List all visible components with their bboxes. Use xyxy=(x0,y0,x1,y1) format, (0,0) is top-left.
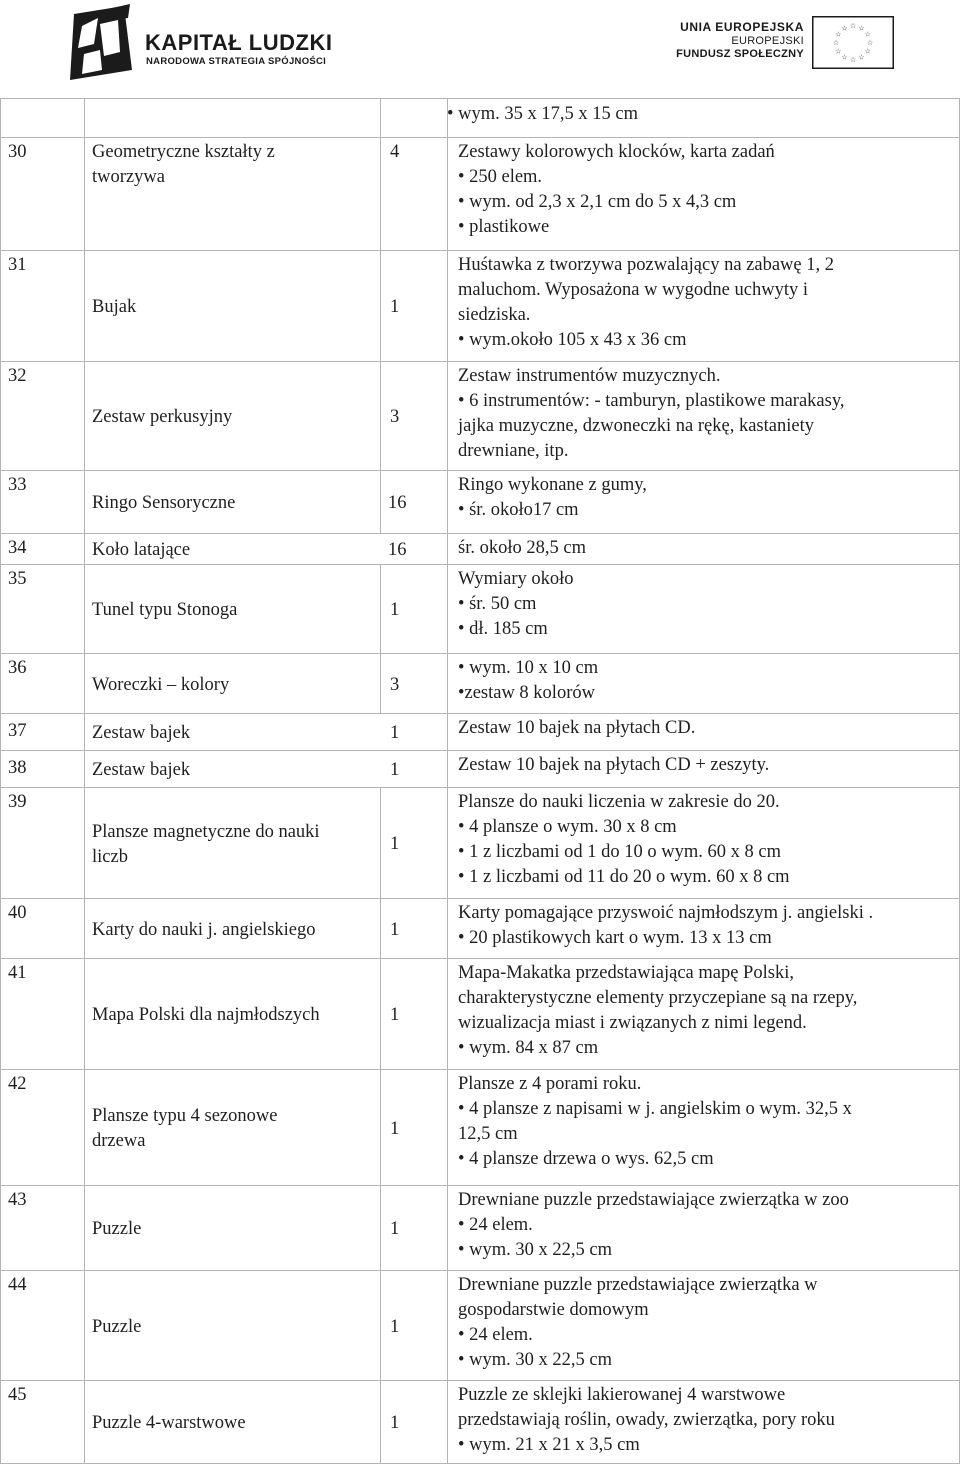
product-quantity: 1 xyxy=(390,723,400,743)
row-number: 34 xyxy=(8,538,27,558)
product-description-line: Zestaw instrumentów muzycznych. xyxy=(458,366,721,386)
product-description-line: • 4 plansze o wym. 30 x 8 cm xyxy=(458,817,677,837)
product-description-line: • wym.około 105 x 43 x 36 cm xyxy=(458,330,687,350)
product-description-line: Mapa-Makatka przedstawiająca mapę Polski, xyxy=(458,963,794,983)
product-description-line: • 20 plastikowych kart o wym. 13 x 13 cm xyxy=(458,928,772,948)
product-description-line: Karty pomagające przyswoić najmłodszym j. angielski . xyxy=(458,903,874,923)
row-number: 43 xyxy=(8,1190,27,1210)
product-name: Woreczki – kolory xyxy=(92,674,230,695)
eu-star-icon: ☆ xyxy=(849,22,857,30)
product-description-line: • 4 plansze z napisami w j. angielskim o wym. 32,5 x xyxy=(458,1099,852,1119)
product-description-line: Zestaw 10 bajek na płytach CD. xyxy=(458,718,696,738)
product-quantity: 1 xyxy=(390,834,400,854)
product-description-line: •zestaw 8 kolorów xyxy=(458,683,595,703)
product-description-line: Huśtawka z tworzywa pozwalający na zabawę 1, 2 xyxy=(458,255,834,275)
product-description-line: • 1 z liczbami od 1 do 10 o wym. 60 x 8 cm xyxy=(458,842,781,862)
product-description-line: • wym. od 2,3 x 2,1 cm do 5 x 4,3 cm xyxy=(458,192,737,212)
row-number: 33 xyxy=(8,475,27,495)
product-description-line: Plansze do nauki liczenia w zakresie do 20. xyxy=(458,792,780,812)
product-description-line: Wymiary około xyxy=(458,569,574,589)
product-description-line: wizualizacja miast i związanych z nimi legend. xyxy=(458,1013,807,1033)
eu-label-line2: EUROPEJSKI xyxy=(731,35,804,47)
product-description-line: • 1 z liczbami od 11 do 20 o wym. 60 x 8 cm xyxy=(458,867,790,887)
product-name: Mapa Polski dla najmłodszych xyxy=(92,1005,320,1025)
product-quantity: 1 xyxy=(390,1316,400,1337)
product-quantity: 1 xyxy=(390,919,400,940)
eu-star-icon: ☆ xyxy=(864,30,871,39)
product-description-line: charakterystyczne elementy przyczepiane są na rzepy, xyxy=(458,988,858,1008)
kapital-ludzki-title: KAPITAŁ LUDZKI xyxy=(145,30,333,55)
row-number: 39 xyxy=(8,792,27,812)
product-description-line: Puzzle ze sklejki lakierowanej 4 warstwowe xyxy=(458,1385,786,1405)
eu-label-line3: FUNDUSZ SPOŁECZNY xyxy=(676,48,804,60)
product-quantity: 3 xyxy=(390,407,400,427)
product-name: Puzzle xyxy=(92,1316,142,1337)
row-number: 35 xyxy=(8,569,27,589)
product-quantity: 1 xyxy=(390,1413,400,1433)
product-description-line: 12,5 cm xyxy=(458,1124,518,1144)
product-description-line: • 250 elem. xyxy=(458,167,543,187)
kapital-ludzki-subtitle: NARODOWA STRATEGIA SPÓJNOŚCI xyxy=(146,56,327,67)
product-name: Geometryczne kształty z xyxy=(92,142,275,162)
row-number: 40 xyxy=(8,903,27,923)
eu-label xyxy=(672,20,804,61)
product-description-line: • śr. około17 cm xyxy=(458,500,579,520)
eu-star-icon: ☆ xyxy=(835,47,842,56)
product-description-line: śr. około 28,5 cm xyxy=(458,538,586,558)
row-number: 30 xyxy=(8,142,27,162)
product-description-line: gospodarstwie domowym xyxy=(458,1300,649,1320)
product-name: Plansze magnetyczne do nauki xyxy=(92,821,320,842)
product-name: Zestaw perkusyjny xyxy=(92,407,233,427)
product-description-line: • 6 instrumentów: - tamburyn, plastikowe marakasy, xyxy=(458,391,845,411)
eu-label-line1: UNIA EUROPEJSKA xyxy=(680,20,804,34)
product-quantity: 1 xyxy=(390,1005,400,1025)
product-name: Ringo Sensoryczne xyxy=(92,493,236,513)
eu-star-icon: ☆ xyxy=(841,24,848,33)
row-number: 44 xyxy=(8,1275,27,1295)
product-description-line: Ringo wykonane z gumy, xyxy=(458,475,647,495)
product-description-line: Drewniane puzzle przedstawiające zwierzątka w zoo xyxy=(458,1190,849,1210)
eu-star-icon: ☆ xyxy=(832,39,840,47)
product-quantity: 1 xyxy=(390,600,400,620)
eu-star-icon: ☆ xyxy=(841,53,848,62)
row-number: 31 xyxy=(8,255,27,275)
product-description-line: • 24 elem. xyxy=(458,1215,533,1235)
product-name: Zestaw bajek xyxy=(92,760,191,780)
product-description-line: • 4 plansze drzewa o wys. 62,5 cm xyxy=(458,1149,714,1169)
row-number: 38 xyxy=(8,758,27,778)
product-name: Puzzle 4-warstwowe xyxy=(92,1413,246,1433)
product-name: drzewa xyxy=(92,1131,146,1151)
product-description-line: • wym. 30 x 22,5 cm xyxy=(458,1240,612,1260)
product-description-line: Drewniane puzzle przedstawiające zwierzątka w xyxy=(458,1275,818,1295)
row-number: 41 xyxy=(8,963,27,983)
product-description-line: • wym. 21 x 21 x 3,5 cm xyxy=(458,1435,640,1455)
product-description-line: • śr. 50 cm xyxy=(458,594,537,614)
row-number: 36 xyxy=(8,658,27,678)
product-name: Koło latające xyxy=(92,540,191,560)
product-description-line: • 24 elem. xyxy=(458,1325,533,1345)
product-description-line: • wym. 84 x 87 cm xyxy=(458,1038,599,1058)
eu-star-icon: ☆ xyxy=(849,56,857,64)
kapital-ludzki-logo-icon xyxy=(64,4,136,84)
row-number: 32 xyxy=(8,366,27,386)
product-name: Bujak xyxy=(92,297,137,317)
eu-flag-icon xyxy=(812,16,894,69)
product-description-line: maluchom. Wyposażona w wygodne uchwyty i xyxy=(458,280,808,300)
eu-star-icon: ☆ xyxy=(835,30,842,39)
product-description-line: jajka muzyczne, dzwoneczki na rękę, kastaniety xyxy=(458,416,814,436)
product-description-line: • dł. 185 cm xyxy=(458,619,548,639)
product-quantity: 1 xyxy=(390,760,400,780)
product-quantity: 3 xyxy=(390,674,400,695)
product-quantity: 1 xyxy=(390,1219,400,1239)
product-description-line: drewniane, itp. xyxy=(458,441,569,461)
product-name: Karty do nauki j. angielskiego xyxy=(92,919,316,940)
product-description-line: • wym. 30 x 22,5 cm xyxy=(458,1350,612,1370)
product-quantity: 4 xyxy=(390,142,400,162)
row-number: 42 xyxy=(8,1074,27,1094)
eu-star-icon: ☆ xyxy=(866,39,874,47)
product-description-line: przedstawiają roślin, owady, zwierzątka, pory roku xyxy=(458,1410,835,1430)
continuation-text: • wym. 35 x 17,5 x 15 cm xyxy=(447,102,638,127)
product-description-line: • plastikowe xyxy=(458,217,550,237)
product-name: Plansze typu 4 sezonowe xyxy=(92,1106,278,1126)
product-name: tworzywa xyxy=(92,167,165,187)
row-number: 45 xyxy=(8,1385,27,1405)
product-description-line: • wym. 10 x 10 cm xyxy=(458,658,599,678)
product-description-line: Plansze z 4 porami roku. xyxy=(458,1074,642,1094)
eu-star-icon: ☆ xyxy=(864,47,871,56)
eu-star-icon: ☆ xyxy=(858,24,865,33)
product-quantity: 16 xyxy=(388,540,407,560)
product-name: Puzzle xyxy=(92,1219,142,1239)
product-name: liczb xyxy=(92,846,128,867)
product-description-line: siedziska. xyxy=(458,305,531,325)
product-description-line: Zestaw 10 bajek na płytach CD + zeszyty. xyxy=(458,755,770,775)
product-description-line: Zestawy kolorowych klocków, karta zadań xyxy=(458,142,775,162)
row-number: 37 xyxy=(8,721,27,741)
product-quantity: 16 xyxy=(388,493,407,513)
page-header xyxy=(0,0,960,95)
eu-star-icon: ☆ xyxy=(858,53,865,62)
product-name: Tunel typu Stonoga xyxy=(92,600,238,620)
product-name: Zestaw bajek xyxy=(92,723,191,743)
product-quantity: 1 xyxy=(390,1118,400,1139)
product-quantity: 1 xyxy=(390,297,400,317)
